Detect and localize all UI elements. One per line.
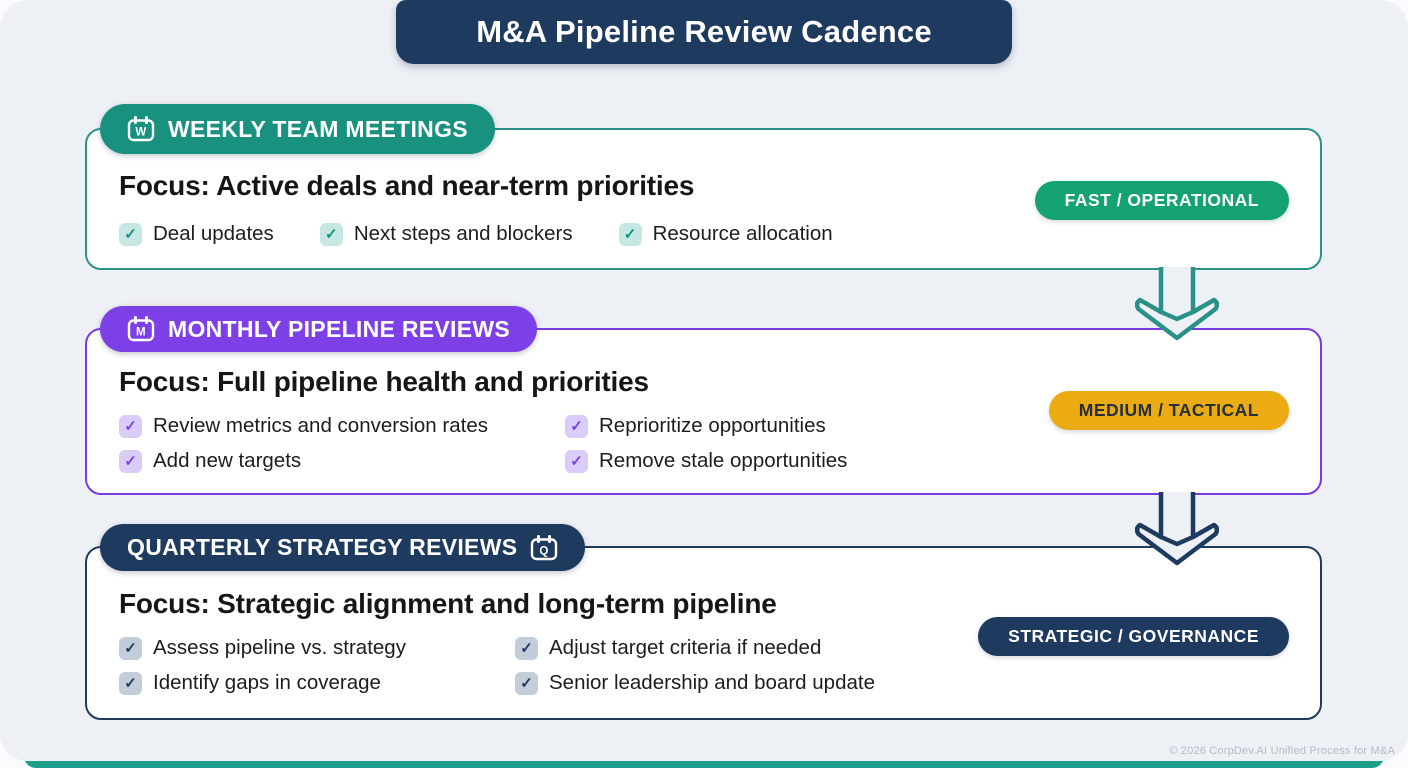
list-item-label: Senior leadership and board update: [549, 671, 875, 694]
list-item-label: Identify gaps in coverage: [153, 671, 381, 694]
check-icon: ✓: [119, 223, 142, 246]
badge-label: MEDIUM / TACTICAL: [1078, 400, 1259, 420]
list-item: [565, 449, 847, 473]
list-item: [119, 636, 406, 660]
list-item-label: Next steps and blockers: [353, 222, 573, 245]
quarterly-header-pill: [100, 524, 585, 571]
calendar-icon-letter: W: [135, 126, 147, 139]
check-icon: ✓: [565, 415, 588, 438]
list-item: [119, 222, 274, 246]
weekly-checklist: [119, 222, 833, 246]
calendar-w-icon: [127, 116, 155, 142]
calendar-q-icon: [530, 535, 558, 561]
list-item: [565, 414, 826, 438]
copyright-text: © 2026 CorpDev.AI Unified Process for M&A: [1169, 745, 1395, 757]
list-item: [119, 414, 488, 438]
calendar-m-icon: [127, 316, 155, 342]
badge-label: STRATEGIC / GOVERNANCE: [1008, 626, 1259, 646]
flow-arrow-down-icon: [1135, 267, 1219, 345]
check-icon: ✓: [119, 450, 142, 473]
list-item-label: Adjust target criteria if needed: [549, 636, 822, 659]
list-item: [119, 671, 381, 695]
quarterly-status-badge: [978, 617, 1289, 656]
quarterly-header-label: QUARTERLY STRATEGY REVIEWS: [127, 534, 518, 560]
check-icon: ✓: [619, 223, 642, 246]
monthly-focus-text: Focus: Full pipeline health and priorities: [119, 366, 649, 397]
check-icon: ✓: [119, 637, 142, 660]
monthly-header-pill: [100, 306, 537, 352]
page-title: [396, 0, 1012, 64]
monthly-header-label: MONTHLY PIPELINE REVIEWS: [168, 315, 511, 342]
list-item: [515, 636, 821, 660]
calendar-icon-letter: M: [136, 326, 146, 339]
weekly-header-pill: [100, 104, 495, 154]
list-item-label: Resource allocation: [652, 222, 833, 245]
list-item-label: Assess pipeline vs. strategy: [153, 636, 406, 659]
calendar-icon-letter: Q: [539, 545, 549, 557]
list-item-label: Review metrics and conversion rates: [153, 414, 488, 437]
weekly-status-badge: [1035, 181, 1289, 220]
list-item-label: Remove stale opportunities: [599, 449, 848, 472]
page-title-text: M&A Pipeline Review Cadence: [476, 14, 932, 49]
check-icon: ✓: [565, 450, 588, 473]
quarterly-focus-text: Focus: Strategic alignment and long-term pipeline: [119, 588, 777, 619]
weekly-focus-text: Focus: Active deals and near-term priorities: [119, 170, 695, 201]
list-item: [515, 671, 875, 695]
check-icon: ✓: [119, 672, 142, 695]
list-item: [320, 222, 573, 246]
weekly-header-label: WEEKLY TEAM MEETINGS: [168, 115, 468, 142]
check-icon: ✓: [320, 223, 343, 246]
list-item-label: Reprioritize opportunities: [599, 414, 826, 437]
check-icon: ✓: [515, 672, 538, 695]
check-icon: ✓: [119, 415, 142, 438]
monthly-status-badge: [1049, 391, 1289, 430]
list-item-label: Add new targets: [153, 449, 302, 472]
list-item: [619, 222, 833, 246]
list-item: [119, 449, 301, 473]
flow-arrow-down-icon: [1135, 492, 1219, 570]
list-item-label: Deal updates: [153, 222, 274, 245]
check-icon: ✓: [515, 637, 538, 660]
badge-label: FAST / OPERATIONAL: [1064, 190, 1259, 210]
